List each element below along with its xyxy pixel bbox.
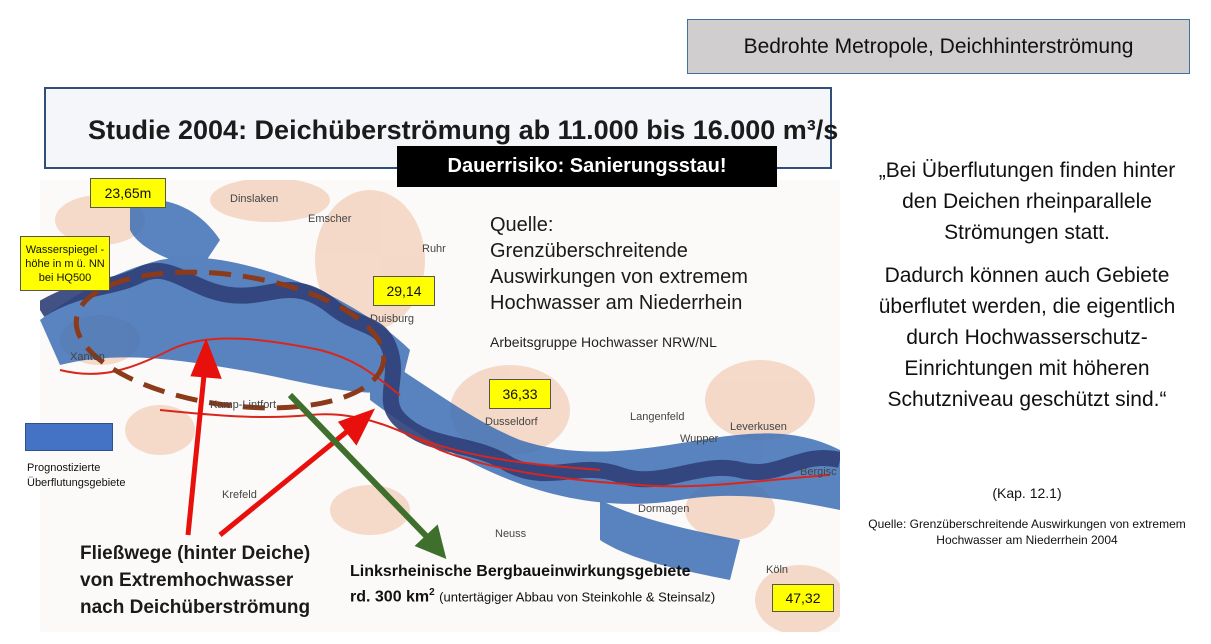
risk-label-box — [397, 146, 777, 187]
map-source — [490, 212, 748, 316]
water-level-wesel: 23,65m — [90, 178, 166, 208]
town-wupper: Wupper — [680, 433, 719, 445]
study-title: Studie 2004: Deichüberströmung ab 11.000 bis 16.000 m³/s — [88, 115, 839, 145]
town-ruhr: Ruhr — [422, 243, 446, 255]
water-level-duesseldorf: 36,33 — [489, 379, 551, 409]
mining-area — [350, 587, 715, 606]
water-level-koeln: 47,32 — [772, 584, 834, 612]
map-source-line3: Auswirkungen von extremem — [490, 266, 748, 288]
water-level-note: Wasserspiegel -höhe in m ü. NN bei HQ500 — [20, 236, 110, 291]
town-kamp-lintfort: Kamp-Lintfort — [210, 399, 277, 411]
legend-label — [27, 461, 147, 491]
legend-swatch — [25, 423, 113, 451]
flow-paths-text: Fließwege (hinter Deiche) von Extremhochwasser nach Deichüberströmung — [80, 543, 311, 618]
water-level-duisburg: 29,14 — [373, 276, 435, 306]
slide-title-box — [687, 19, 1190, 74]
risk-label: Dauerrisiko: Sanierungsstau! — [447, 155, 727, 177]
quote-paragraph-1: „Bei Überflutungen finden hinter den Deichen rheinparallele Strömungen statt. — [878, 159, 1176, 244]
town-dinslaken: Dinslaken — [230, 193, 279, 205]
town-xanten: Xanten — [70, 351, 105, 363]
flow-paths-annotation — [80, 540, 340, 621]
town-koeln: Köln — [766, 564, 789, 576]
mining-area-value: rd. 300 km — [350, 588, 430, 606]
town-leverkusen: Leverkusen — [730, 421, 787, 433]
slide-title: Bedrohte Metropole, Deichhinterströmung — [743, 34, 1134, 58]
mining-note: (untertägiger Abbau von Steinkohle & Steinsalz) — [439, 589, 716, 605]
town-neuss: Neuss — [495, 528, 527, 540]
map-source-line1: Quelle: — [490, 214, 554, 236]
town-emscher: Emscher — [308, 213, 352, 225]
quote-block — [862, 155, 1192, 427]
mining-area-sup: 2 — [429, 587, 435, 598]
town-duesseldorf: Dusseldorf — [485, 416, 538, 428]
town-duisburg: Duisburg — [370, 313, 415, 325]
quote-paragraph-2: Dadurch können auch Gebiete überflutet werden, die eigentlich durch Hochwasserschutz-Einrichtungen mit höheren Schutzniveau geschützt sind.“ — [878, 264, 1176, 411]
mining-title: Linksrheinische Bergbaueinwirkungsgebiete — [350, 563, 691, 580]
town-dormagen: Dormagen — [638, 503, 690, 515]
town-langenfeld: Langenfeld — [630, 411, 685, 423]
chapter-reference: (Kap. 12.1) — [992, 485, 1062, 501]
legend-label-text: Prognostizierte Überflutungsgebiete — [27, 462, 126, 489]
map-source-line2: Grenzüberschreitende — [490, 240, 688, 262]
quote-source: Quelle: Grenzüberschreitende Auswirkungen von extremem Hochwasser am Niederrhein 2004 — [868, 517, 1186, 547]
town-bergisch: Bergisc — [800, 466, 837, 478]
town-krefeld: Krefeld — [222, 489, 257, 501]
map-source-line4: Hochwasser am Niederrhein — [490, 292, 743, 314]
map-source-line5: Arbeitsgruppe Hochwasser NRW/NL — [490, 334, 717, 350]
